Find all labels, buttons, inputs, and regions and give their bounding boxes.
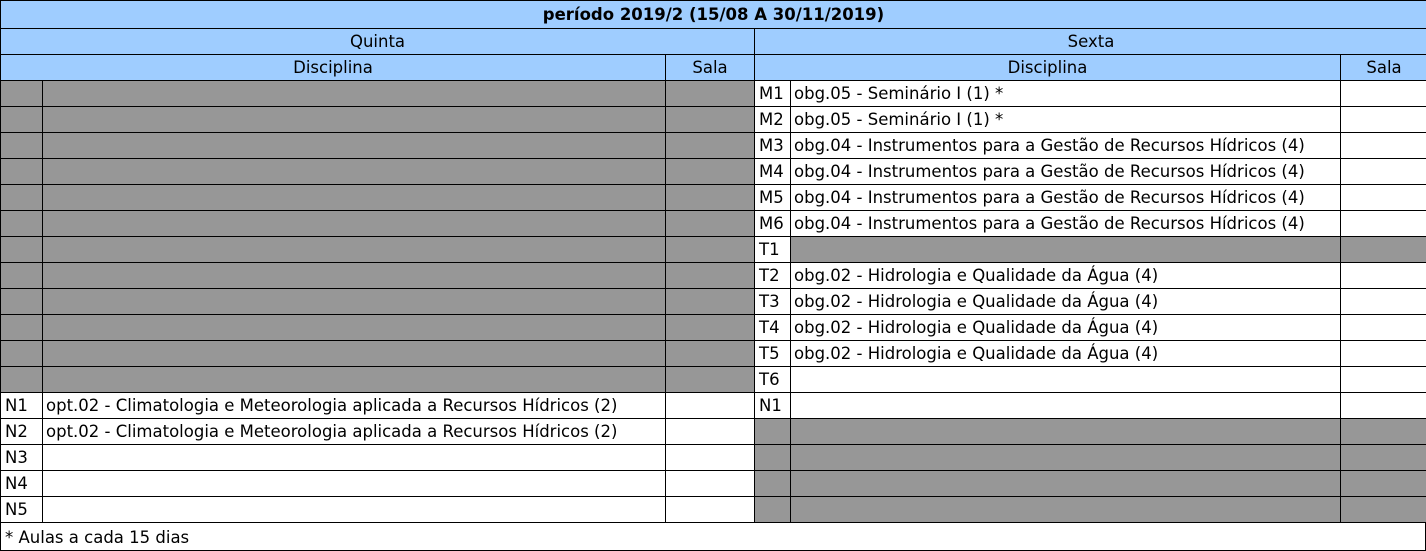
right-slot-code [755, 471, 791, 497]
right-slot-code: T3 [755, 289, 791, 315]
right-slot-code: M6 [755, 211, 791, 237]
left-discipline-cell [43, 445, 666, 471]
left-discipline-cell: opt.02 - Climatologia e Meteorologia aplicada a Recursos Hídricos (2) [43, 419, 666, 445]
left-room-cell [666, 497, 755, 523]
left-room-cell [666, 419, 755, 445]
right-discipline-cell [791, 445, 1341, 471]
right-discipline-cell [791, 237, 1341, 263]
left-discipline-cell [43, 497, 666, 523]
left-room-cell [666, 471, 755, 497]
left-room-cell [666, 263, 755, 289]
left-discipline-cell [43, 185, 666, 211]
right-discipline-cell [791, 497, 1341, 523]
left-slot-code [1, 107, 43, 133]
footnote: * Aulas a cada 15 dias [5, 527, 190, 547]
right-discipline-cell: obg.02 - Hidrologia e Qualidade da Água (4) [791, 289, 1341, 315]
right-slot-code [755, 445, 791, 471]
left-room-header: Sala [666, 55, 755, 81]
right-slot-code: M4 [755, 159, 791, 185]
left-room-cell [666, 185, 755, 211]
left-discipline-cell [43, 263, 666, 289]
left-slot-code: N3 [1, 445, 43, 471]
right-room-header: Sala [1341, 55, 1426, 81]
right-slot-code: M1 [755, 81, 791, 107]
left-room-cell [666, 159, 755, 185]
right-discipline-cell: obg.05 - Seminário I (1) * [791, 81, 1341, 107]
left-discipline-cell [43, 315, 666, 341]
right-discipline-cell [791, 419, 1341, 445]
left-slot-code: N2 [1, 419, 43, 445]
left-discipline-cell [43, 81, 666, 107]
right-discipline-cell: obg.04 - Instrumentos para a Gestão de Recursos Hídricos (4) [791, 159, 1341, 185]
right-discipline-cell: obg.05 - Seminário I (1) * [791, 107, 1341, 133]
left-room-cell [666, 289, 755, 315]
left-room-cell [666, 367, 755, 393]
right-room-cell [1341, 107, 1426, 133]
left-discipline-cell [43, 471, 666, 497]
period-title: período 2019/2 (15/08 A 30/11/2019) [1, 1, 1426, 29]
day-header-friday: Sexta [755, 29, 1426, 55]
left-discipline-cell [43, 133, 666, 159]
right-room-cell [1341, 497, 1426, 523]
right-room-cell [1341, 133, 1426, 159]
left-slot-code [1, 341, 43, 367]
left-discipline-cell [43, 237, 666, 263]
right-room-cell [1341, 341, 1426, 367]
left-slot-code [1, 185, 43, 211]
left-slot-code [1, 315, 43, 341]
right-discipline-cell: obg.02 - Hidrologia e Qualidade da Água (4) [791, 341, 1341, 367]
right-room-cell [1341, 445, 1426, 471]
left-slot-code [1, 289, 43, 315]
left-discipline-cell [43, 367, 666, 393]
right-slot-code: T4 [755, 315, 791, 341]
right-discipline-cell [791, 393, 1341, 419]
left-slot-code: N5 [1, 497, 43, 523]
right-room-cell [1341, 471, 1426, 497]
right-discipline-cell [791, 471, 1341, 497]
day-header-thursday: Quinta [1, 29, 755, 55]
right-slot-code: M5 [755, 185, 791, 211]
right-discipline-cell [791, 367, 1341, 393]
left-room-cell [666, 315, 755, 341]
left-discipline-cell [43, 107, 666, 133]
left-slot-code [1, 263, 43, 289]
right-room-cell [1341, 211, 1426, 237]
left-slot-code: N1 [1, 393, 43, 419]
right-discipline-header: Disciplina [755, 55, 1341, 81]
right-slot-code: M3 [755, 133, 791, 159]
left-slot-code: N4 [1, 471, 43, 497]
left-room-cell [666, 445, 755, 471]
right-discipline-cell: obg.04 - Instrumentos para a Gestão de Recursos Hídricos (4) [791, 133, 1341, 159]
right-slot-code [755, 419, 791, 445]
right-slot-code: T1 [755, 237, 791, 263]
left-discipline-cell [43, 289, 666, 315]
left-discipline-cell [43, 211, 666, 237]
right-room-cell [1341, 185, 1426, 211]
left-discipline-cell [43, 159, 666, 185]
left-room-cell [666, 393, 755, 419]
right-room-cell [1341, 419, 1426, 445]
left-discipline-cell [43, 341, 666, 367]
left-slot-code [1, 133, 43, 159]
right-discipline-cell: obg.04 - Instrumentos para a Gestão de Recursos Hídricos (4) [791, 211, 1341, 237]
left-room-cell [666, 81, 755, 107]
left-room-cell [666, 107, 755, 133]
left-slot-code [1, 211, 43, 237]
right-slot-code: M2 [755, 107, 791, 133]
right-slot-code [755, 497, 791, 523]
left-room-cell [666, 211, 755, 237]
right-room-cell [1341, 289, 1426, 315]
right-room-cell [1341, 393, 1426, 419]
right-slot-code: T6 [755, 367, 791, 393]
left-slot-code [1, 159, 43, 185]
left-room-cell [666, 237, 755, 263]
right-room-cell [1341, 315, 1426, 341]
left-discipline-cell: opt.02 - Climatologia e Meteorologia aplicada a Recursos Hídricos (2) [43, 393, 666, 419]
right-room-cell [1341, 159, 1426, 185]
right-discipline-cell: obg.02 - Hidrologia e Qualidade da Água (4) [791, 315, 1341, 341]
right-slot-code: N1 [755, 393, 791, 419]
left-slot-code [1, 81, 43, 107]
right-slot-code: T5 [755, 341, 791, 367]
right-slot-code: T2 [755, 263, 791, 289]
right-room-cell [1341, 367, 1426, 393]
left-discipline-header: Disciplina [1, 55, 666, 81]
left-room-cell [666, 341, 755, 367]
right-room-cell [1341, 81, 1426, 107]
left-slot-code [1, 367, 43, 393]
right-room-cell [1341, 263, 1426, 289]
left-room-cell [666, 133, 755, 159]
right-discipline-cell: obg.04 - Instrumentos para a Gestão de Recursos Hídricos (4) [791, 185, 1341, 211]
right-discipline-cell: obg.02 - Hidrologia e Qualidade da Água (4) [791, 263, 1341, 289]
right-room-cell [1341, 237, 1426, 263]
left-slot-code [1, 237, 43, 263]
